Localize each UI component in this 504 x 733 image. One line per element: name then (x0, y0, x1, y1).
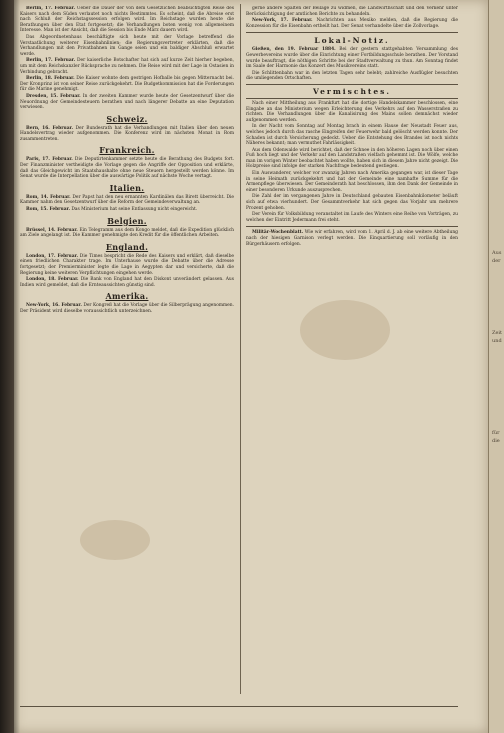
adjacent-page-strip (488, 0, 504, 733)
section-heading-lokal: Lokal-Notiz. (314, 36, 390, 46)
article-paris: Paris, 17. Februar. Die Deputirtenkammer setzte heute die Berathung des Budgets fort. Der Finanzminister vertheidigte die Vorlage gegen die Angriffe der Opposition und erklärte, daß das Gleichgewicht im Staatshaushalte ohne neue Steuern hergestellt werden könne. Im Senat wurde die Interpellation über die auswärtige Politik auf nächste Woche vertagt. (20, 157, 234, 180)
strip-fragment: Zeit (492, 330, 503, 336)
column-rule (240, 4, 241, 694)
section-heading-schweiz: Schweiz. (106, 113, 148, 124)
article-berlin-3: Berlin, 18. Februar. Die Kaiser wohnte dem gestrigen Hofballe bis gegen Mitternacht bei. Der Kronprinz ist von seiner Reise zurückgekehrt. Die Budgetkommission hat die Forderungen für die Marine genehmigt. (20, 76, 234, 93)
section-heading-frankreich: Frankreich. (99, 145, 155, 156)
section-divider (246, 32, 458, 33)
article-misc-5: Die Zahl der im vergangenen Jahre in Deutschland gebauten Eisenbahnkilometer beläuft sich auf etwa vierhundert. Der Gesammtverkehr hat sich gegen das Vorjahr um mehrere Prozent gehoben. (246, 194, 458, 211)
article-militaer: Militär-Wochenblatt. Wie wir erfahren, wird vom 1. April d. J. ab eine weitere Abtheilung nach der hiesigen Garnison verlegt werden. Die Einquartierung soll vorläufig in den Bürgerhäusern erfolgen. (246, 230, 458, 247)
strip-fragment: für (492, 430, 500, 436)
strip-fragment: der (492, 258, 501, 264)
strip-fragment: Aus (492, 250, 502, 256)
article-misc-2: In der Nacht vom Sonntag auf Montag brach in einem Hause der Neustadt Feuer aus, welches jedoch durch das rasche Eingreifen der Feuerwehr bald gelöscht werden konnte. Der Schaden ist durch Versicherung gedeckt. Ueber die Entstehung des Brandes ist noch nichts Näheres bekannt; man vermuthet Fahrlässigkeit. (246, 124, 458, 147)
vermischtes-heading-box (246, 84, 458, 99)
article-giessen: Gießen, den 19. Februar 1884. Bei der gestern stattgehabten Versammlung des Gewerbevereins wurde über die Einrichtung einer Fortbildungsschule berathen. Der Vorstand wurde beauftragt, die nöthigen Schritte bei der Stadtverwaltung zu thun. Am Sonntag findet im Saale der Harmonie das Konzert des Musikvereins statt. (246, 47, 458, 70)
left-column (20, 6, 234, 696)
section-heading-vermischtes: Vermischtes. (313, 86, 391, 96)
article-newyork-2: New-York, 17. Februar. Nachrichten aus Mexiko melden, daß die Regierung die Konzession für die Eisenbahn ertheilt hat. Der Senat verhandelte über die Zollvorlage. (246, 18, 458, 29)
article-misc-6: Der Verein für Volksbildung veranstaltet im Laufe des Winters eine Reihe von Vorträgen, zu welchen der Eintritt Jedermann frei steht. (246, 212, 458, 223)
article-misc-3: Aus dem Odenwalde wird berichtet, daß der Schnee in den höheren Lagen noch über einen Fuß hoch liegt und der Verkehr auf den Landstraßen vielfach gehemmt ist. Die Wölfe, welche man im vorigen Winter beobachtet haben wollte, haben sich in diesem Jahre nicht gezeigt. Die Holzpreise sind infolge der starken Nachfrage bedeutend gestiegen. (246, 147, 458, 170)
article-berlin-1: Berlin, 17. Februar. Ueber die Dauer der von dem Gesetzlichen beabsichtigten Reise des Kaisers nach dem Süden verlautet noch nichts Bestimmtes. Es scheint, daß die Abreise erst nach Schluß der Reichstagssession erfolgen wird. Im Reichstage wurden heute die Berathungen über den Etat fortgesetzt; die Verhandlungen boten wenig von allgemeinem Interesse. Man ist der Ansicht, daß die Session bis Ende März dauern wird. (20, 6, 234, 34)
article-bruessel: Brüssel, 14. Februar. Ein Telegramm aus dem Kongo meldet, daß die Expedition glücklich am Ziele angelangt ist. Die Kammer genehmigte den Kredit für die öffentlichen Arbeiten. (20, 227, 234, 239)
article-top-continued: gerne andere Spalten der Beilage zu widmen, die Landwirthschaft und den Verkehr unter Berücksichtigung der amtlichen Berichte zu behandeln. (246, 6, 458, 17)
article-london-1: London, 17. Februar. Die Times bespricht die Rede des Kaisers und erklärt, daß dieselbe einen friedlichen Charakter trage. Im Unterhause wurde die Debatte über die Adresse fortgesetzt; der Premierminister legte die Lage in Aegypten dar und versicherte, daß die Regierung keine weiteren Verpflichtungen eingehen werde. (20, 253, 234, 276)
article-berlin-2: Berlin, 17. Februar. Der kaiserliche Botschafter hat sich auf kurze Zeit hierher begeben, um mit dem Reichskanzler Rücksprache zu nehmen. Die Reise wird mit der Lage in Ostasien in Verbindung gebracht. (20, 58, 234, 75)
article-dresden: Dresden, 15. Februar. In der zweiten Kammer wurde heute der Gesetzentwurf über die Neuordnung der Gemeindesteuern berathen und nach längerer Debatte an eine Deputation verwiesen. (20, 93, 234, 111)
article-bern: Bern, 16. Februar. Der Bundesrath hat die Verhandlungen mit Italien über den neuen Handelsvertrag wieder aufgenommen. Die Konferenz wird im nächsten Monat in Rom zusammentreten. (20, 125, 234, 142)
article-misc-4: Ein Auswanderer, welcher vor zwanzig Jahren nach Amerika gegangen war, ist dieser Tage in seine Heimath zurückgekehrt und hat der Gemeinde eine namhafte Summe für die Armenpflege überwiesen. Der Gemeinderath hat beschlossen, ihm den Dank der Gemeinde in einer besonderen Urkunde auszusprechen. (246, 171, 458, 193)
article-london-2: London, 18. Februar. Die Bank von England hat den Diskont unverändert gelassen. Aus Indien wird gemeldet, daß die Ernteaussichten günstig sind. (20, 277, 234, 288)
section-heading-belgien: Belgien. (107, 215, 147, 226)
section-heading-amerika: Amerika. (105, 291, 149, 302)
book-spine (0, 0, 14, 733)
section-heading-italien: Italien. (109, 182, 145, 193)
section-divider (246, 226, 458, 227)
article-rom-2: Rom, 15. Februar. Das Ministerium hat seine Entlassung nicht eingereicht. (26, 207, 198, 213)
article-misc-1: Nach einer Mittheilung aus Frankfurt hat die dortige Handelskammer beschlossen, eine Eingabe an das Ministerium wegen Erleichterung des Verkehrs auf den Wasserstraßen zu richten. Die Verhandlungen über die Kanalisirung des Mains sollen demnächst wieder aufgenommen werden. (246, 100, 458, 123)
article-berlin-1b: Das Abgeordnetenhaus beschäftigte sich heute mit der Vorlage betreffend die Verstaatlichung weiterer Eisenbahnlinien; die Regierungsvertreter erklärten, daß die Verhandlungen mit den Privatbahnen im Gange seien und ein baldiger Abschluß erwartet werde. (20, 34, 234, 57)
strip-fragment: die (492, 438, 500, 444)
right-column (246, 6, 458, 696)
article-newyork: New-York, 16. Februar. Der Kongreß hat die Vorlage über die Silberprägung angenommen. Der Präsident wird dieselbe voraussichtlich unterzeichnen. (20, 303, 234, 314)
article-rom-1: Rom, 14. Februar. Der Papst hat den neu ernannten Kardinälen das Birett überreicht. Die Kammer nahm den Gesetzentwurf über die Reform der Gemeindeverwaltung an. (20, 194, 234, 206)
section-heading-england: England. (105, 241, 149, 252)
article-giessen-2: Die Schlittenbahn war in den letzten Tagen sehr belebt; zahlreiche Ausflügler besuchten die umliegenden Ortschaften. (246, 70, 458, 82)
page-bottom-rule (20, 706, 458, 729)
strip-fragment: und (492, 338, 502, 344)
